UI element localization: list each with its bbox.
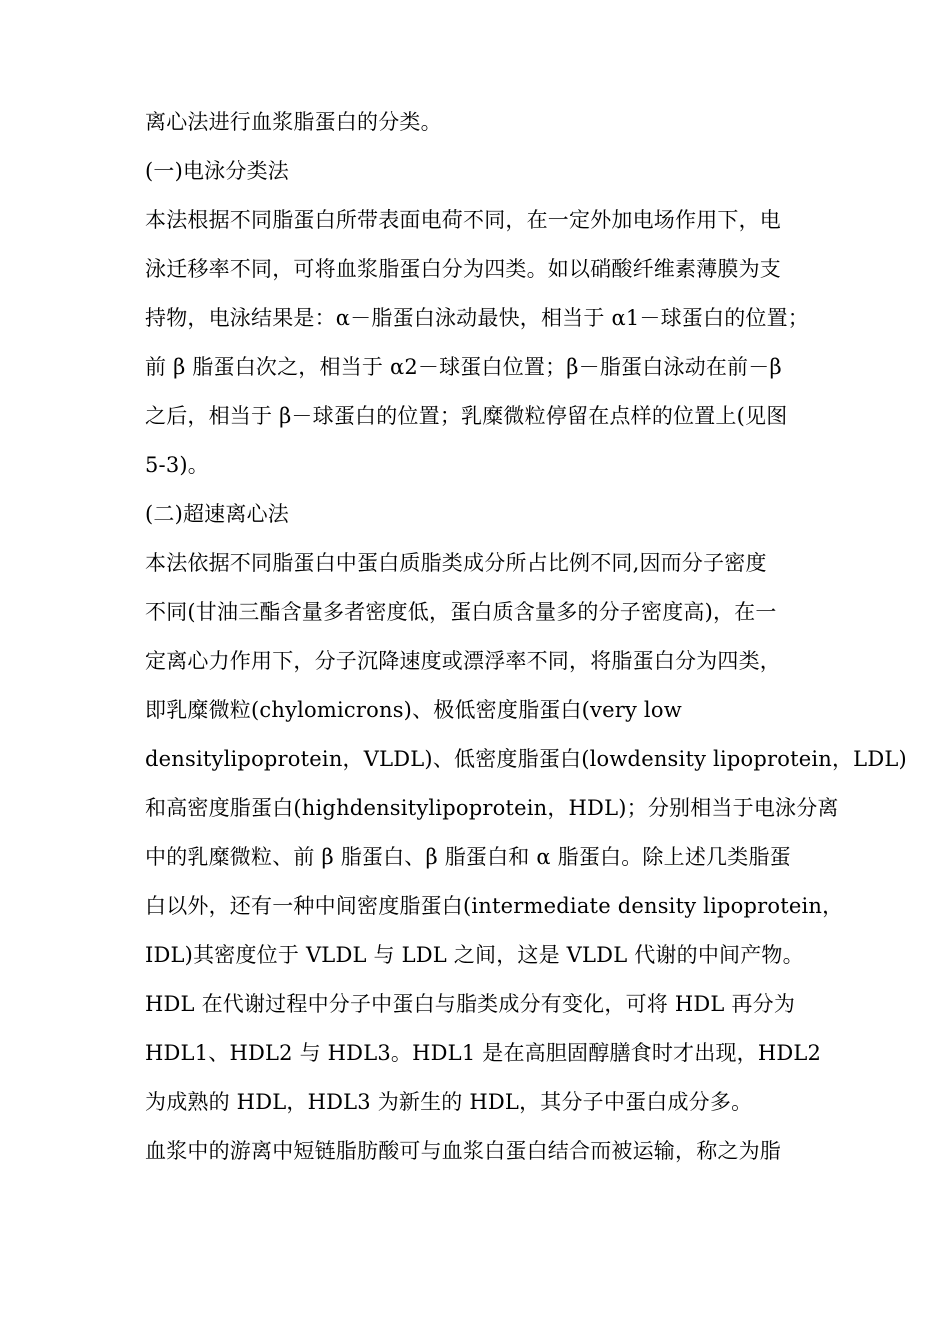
text-line: 中的乳糜微粒、前 β 脂蛋白、β 脂蛋白和 α 脂蛋白。除上述几类脂蛋: [145, 845, 791, 869]
text-line: 不同(甘油三酯含量多者密度低，蛋白质含量多的分子密度高)，在一: [145, 600, 777, 624]
text-line: 血浆中的游离中短链脂肪酸可与血浆白蛋白结合而被运输，称之为脂: [145, 1139, 781, 1163]
text-line: 为成熟的 HDL，HDL3 为新生的 HDL，其分子中蛋白成分多。: [145, 1090, 753, 1114]
text-line: 白以外，还有一种中间密度脂蛋白(intermediate density lipoprotein，: [145, 894, 844, 918]
text-line: 即乳糜微粒(chylomicrons)、极低密度脂蛋白(very low: [145, 698, 682, 722]
text-line: HDL1、HDL2 与 HDL3。HDL1 是在高胆固醇膳食时才出现，HDL2: [145, 1041, 822, 1065]
text-line: HDL 在代谢过程中分子中蛋白与脂类成分有变化，可将 HDL 再分为: [145, 992, 796, 1016]
text-line: 持物，电泳结果是：α－脂蛋白泳动最快，相当于 α1－球蛋白的位置；: [145, 306, 809, 330]
text-line: densitylipoprotein，VLDL)、低密度脂蛋白(lowdensity lipoprotein，LDL): [145, 747, 907, 771]
text-line: 5-3)。: [145, 453, 210, 477]
section-heading: (二)超速离心法: [145, 502, 289, 526]
text-line: IDL)其密度位于 VLDL 与 LDL 之间，这是 VLDL 代谢的中间产物。: [145, 943, 804, 967]
text-line: 泳迁移率不同，可将血浆脂蛋白分为四类。如以硝酸纤维素薄膜为支: [145, 257, 781, 281]
text-line: 之后，相当于 β－球蛋白的位置；乳糜微粒停留在点样的位置上(见图: [145, 404, 788, 428]
text-line: 和高密度脂蛋白(highdensitylipoprotein，HDL)；分别相当于电泳分离: [145, 796, 839, 820]
text-line: 离心法进行血浆脂蛋白的分类。: [145, 110, 442, 134]
text-line: 本法根据不同脂蛋白所带表面电荷不同，在一定外加电场作用下，电: [145, 208, 781, 232]
text-line: 本法依据不同脂蛋白中蛋白质脂类成分所占比例不同,因而分子密度: [145, 551, 767, 575]
text-line: 前 β 脂蛋白次之，相当于 α2－球蛋白位置；β－脂蛋白泳动在前－β: [145, 355, 782, 379]
text-line: 定离心力作用下，分子沉降速度或漂浮率不同，将脂蛋白分为四类，: [145, 649, 781, 673]
section-heading: (一)电泳分类法: [145, 159, 289, 183]
